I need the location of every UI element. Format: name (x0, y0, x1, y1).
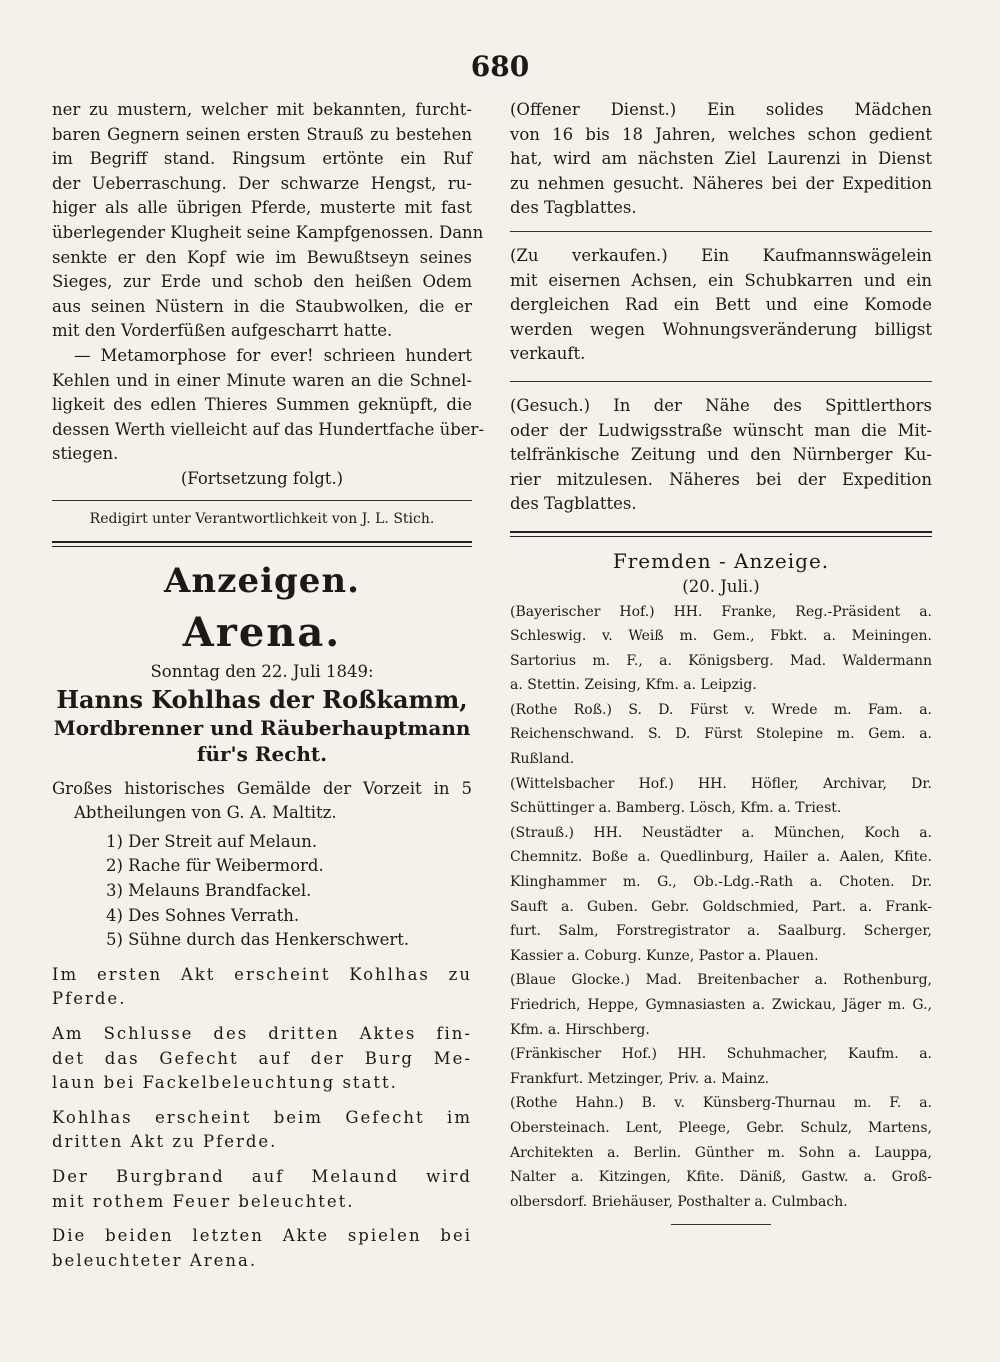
ad-gesuch (510, 394, 932, 517)
fremden-entry (510, 968, 932, 1042)
ad-line: hat, wird am nächsten Ziel Laurenzi in Dienst (510, 149, 932, 169)
play-title: Hanns Kohlhas der Roßkamm, (56, 684, 468, 714)
act-item: 3) Melauns Brandfackel. (106, 881, 312, 901)
divider (510, 231, 932, 232)
divider-double (510, 531, 932, 537)
act-item: 1) Der Streit auf Melaun. (106, 831, 318, 851)
entry-line: Reichenschwand. S. D. Fürst Stolepine m. Gem. a. (510, 726, 932, 743)
entry-line: Klinghammer m. G., Ob.-Ldg.-Rath a. Choten. Dr. (510, 874, 932, 891)
note-line: laun bei Fackelbeleuchtung statt. (52, 1073, 398, 1093)
entry-line: Kfm. a. Hirschberg. (510, 1021, 650, 1038)
story-line: mit den Vorderfüßen aufgescharrt hatte. (52, 321, 393, 341)
play-description: Abtheilungen von G. A. Maltitz. (74, 803, 337, 823)
entry-line: Architekten a. Berlin. Günther m. Sohn a. Lauppa, (510, 1144, 932, 1161)
story-line: überlegender Klugheit seine Kampfgenossen. Dann (52, 222, 484, 242)
ad-line: des Tagblattes. (510, 198, 637, 218)
anzeigen-heading: Anzeigen. (164, 561, 360, 602)
entry-line: (Rothe Roß.) S. D. Fürst v. Wrede m. Fam. a. (510, 701, 932, 718)
entry-line: Nalter a. Kitzingen, Kfite. Däniß, Gastw. a. Groß- (510, 1169, 932, 1186)
story-line: ligkeit des edlen Thieres Summen geknüpft, die (52, 395, 472, 415)
story-line: ner zu mustern, welcher mit bekannten, furcht- (52, 100, 472, 119)
entry-line: (Bayerischer Hof.) HH. Franke, Reg.-Präsident a. (510, 603, 932, 620)
entry-line: Friedrich, Heppe, Gymnasiasten a. Zwickau, Jäger m. G., (510, 997, 932, 1013)
story-line: Sieges, zur Erde und schob den heißen Odem (52, 272, 472, 292)
act-item: 2) Rache für Weibermord. (106, 856, 324, 876)
divider-double (52, 541, 472, 547)
note-line: beleuchteter Arena. (52, 1250, 258, 1270)
entry-line: Kassier a. Coburg. Kunze, Pastor a. Plauen. (510, 947, 819, 964)
play-description: Großes historisches Gemälde der Vorzeit in 5 (52, 778, 472, 798)
entry-line: (Strauß.) HH. Neustädter a. München, Koch a. (510, 824, 932, 841)
ad-line: mit eisernen Achsen, ein Schubkarren und ein (510, 270, 932, 290)
ad-line: des Tagblattes. (510, 494, 637, 514)
entry-line: Rußland. (510, 751, 575, 768)
fremden-entry (510, 1042, 932, 1091)
end-rule (671, 1224, 771, 1225)
story-text (52, 98, 485, 467)
ad-zu-verkaufen (510, 244, 932, 367)
story-line: der Ueberraschung. Der schwarze Hengst, ru- (52, 173, 472, 193)
story-line: — Metamorphose for ever! schrieen hundert (74, 345, 472, 365)
ad-line: verkauft. (510, 344, 586, 364)
ad-line: zu nehmen gesucht. Näheres bei der Expedition (510, 173, 932, 193)
entry-line: olbersdorf. Briehäuser, Posthalter a. Culmbach. (510, 1193, 848, 1210)
right-column (510, 98, 932, 1233)
divider (510, 381, 932, 382)
note-line: det das Gefecht auf der Burg Me- (52, 1048, 472, 1068)
entry-line: (Fränkischer Hof.) HH. Schuhmacher, Kaufm. a. (510, 1046, 932, 1063)
note-line: dritten Akt zu Pferde. (52, 1132, 278, 1152)
act-item: 4) Des Sohnes Verrath. (106, 905, 300, 925)
fremden-date: (20. Juli.) (682, 576, 760, 596)
note-line: Im ersten Akt erscheint Kohlhas zu (52, 964, 472, 984)
play-subtitle: Mordbrenner und Räuberhauptmann (53, 715, 471, 740)
ad-line: werden wegen Wohnungsveränderung billigst (510, 319, 932, 339)
note-line: Am Schlusse des dritten Aktes fin- (52, 1024, 472, 1044)
divider (52, 500, 472, 501)
arena-note (52, 1106, 472, 1155)
arena-title: Arena. (182, 609, 342, 657)
note-line: Der Burgbrand auf Melaund wird (52, 1167, 472, 1186)
entry-line: Frankfurt. Metzinger, Priv. a. Mainz. (510, 1070, 770, 1087)
ad-line: (Zu verkaufen.) Ein Kaufmannswägelein (510, 245, 932, 265)
entry-line: Chemnitz. Boße a. Quedlinburg, Hailer a. Aalen, Kfite. (510, 849, 932, 866)
left-column (52, 98, 485, 1273)
entry-line: (Rothe Hahn.) B. v. Künsberg-Thurnau m. F. a. (510, 1095, 932, 1112)
story-line: dessen Werth vielleicht auf das Hundertfache über- (52, 419, 485, 439)
play-subtitle: für's Recht. (196, 741, 328, 766)
fremden-heading: Fremden - Anzeige. (612, 548, 830, 573)
fremden-entry (510, 821, 932, 969)
note-line: Kohlhas erscheint beim Gefecht im (52, 1107, 472, 1127)
entry-line: (Wittelsbacher Hof.) HH. Höfler, Archivar, Dr. (510, 775, 932, 792)
ad-line: rier mitzulesen. Näheres bei der Expedition (510, 469, 932, 489)
story-line: Kehlen und in einer Minute waren an die Schnel- (52, 370, 472, 390)
note-line: Pferde. (52, 989, 127, 1009)
ad-line: (Gesuch.) In der Nähe des Spittlerthors (510, 395, 932, 415)
story-line: im Begriff stand. Ringsum ertönte ein Ruf (52, 149, 472, 169)
entry-line: Obersteinach. Lent, Pleege, Gebr. Schulz, Martens, (510, 1119, 932, 1136)
page-number: 680 (470, 50, 530, 83)
story-line: higer als alle übrigen Pferde, musterte mit fast (52, 198, 472, 218)
ad-offener-dienst (510, 98, 932, 221)
ad-line: (Offener Dienst.) Ein solides Mädchen (510, 100, 932, 119)
fremden-entry (510, 772, 932, 821)
ad-line: oder der Ludwigsstraße wünscht man die Mit- (510, 420, 932, 440)
story-line: stiegen. (52, 444, 119, 464)
ad-line: von 16 bis 18 Jahren, welches schon gedient (510, 124, 932, 144)
note-line: mit rothem Feuer beleuchtet. (52, 1191, 355, 1211)
continuation-note: (Fortsetzung folgt.) (180, 468, 344, 488)
arena-note (52, 963, 472, 1012)
note-line: Die beiden letzten Akte spielen bei (52, 1226, 472, 1246)
story-line: aus seinen Nüstern in die Staubwolken, die er (52, 296, 472, 316)
arena-note (52, 1224, 472, 1273)
entry-line: a. Stettin. Zeising, Kfm. a. Leipzig. (510, 677, 757, 694)
act-item: 5) Sühne durch das Henkerschwert. (106, 930, 410, 950)
entry-line: Schüttinger a. Bamberg. Lösch, Kfm. a. Triest. (510, 800, 842, 817)
entry-line: Sauft a. Guben. Gebr. Goldschmied, Part. a. Frank- (510, 898, 932, 915)
arena-note (52, 1022, 472, 1096)
ad-line: dergleichen Rad ein Bett und eine Komode (510, 295, 932, 315)
fremden-entry (510, 698, 932, 772)
arena-date: Sonntag den 22. Juli 1849: (150, 662, 374, 682)
entry-line: (Blaue Glocke.) Mad. Breitenbacher a. Rothenburg, (510, 972, 932, 989)
entry-line: Sartorius m. F., a. Königsberg. Mad. Waldermann (510, 652, 932, 669)
story-line: baren Gegnern seinen ersten Strauß zu bestehen (52, 124, 472, 144)
fremden-entry (510, 1091, 932, 1214)
entry-line: Schleswig. v. Weiß m. Gem., Fbkt. a. Meiningen. (510, 628, 932, 645)
arena-note (52, 1165, 472, 1214)
entry-line: furt. Salm, Forstregistrator a. Saalburg. Scherger, (510, 923, 932, 940)
fremden-entry (510, 600, 932, 698)
story-line: senkte er den Kopf wie im Bewußtseyn seines (52, 247, 472, 267)
editor-line: Redigirt unter Verantwortlichkeit von J. L. Stich. (89, 510, 435, 527)
ad-line: telfränkische Zeitung und den Nürnberger Ku- (510, 445, 932, 465)
